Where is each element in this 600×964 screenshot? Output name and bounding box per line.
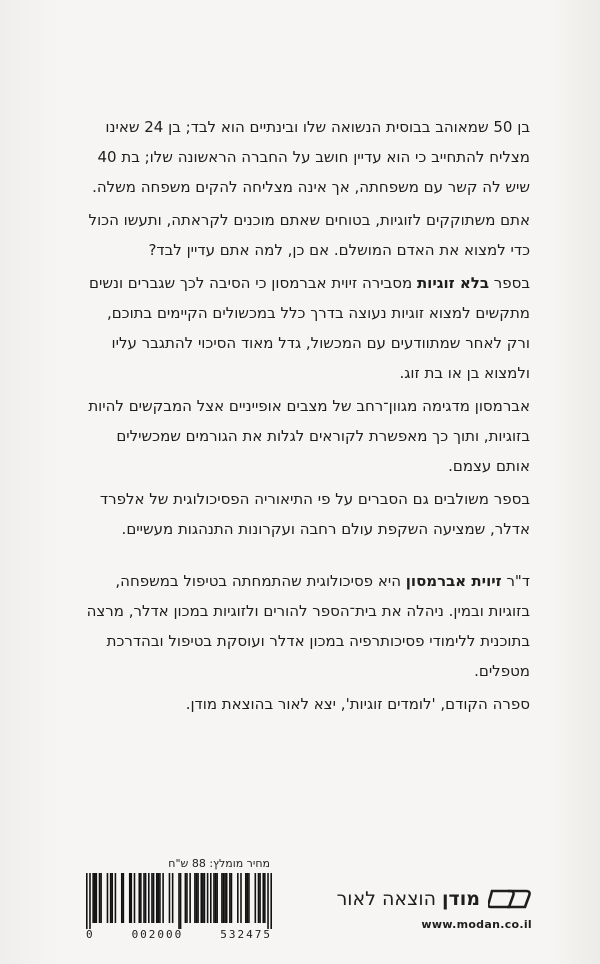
barcode-bar (140, 873, 142, 923)
barcode-bar (186, 873, 188, 923)
barcode-bar (94, 873, 96, 923)
blurb-paragraph-3 (86, 268, 530, 388)
barcode-bar (231, 873, 233, 923)
barcode-bar (123, 873, 125, 923)
barcode-bar (156, 873, 158, 923)
blurb-paragraph-4: אברמסון מדגימה מגוון־רחב של מצבים אופייניים אצל המבקשים להיות בזוגיות, ותוך כך מאפשרת לקוראים לגלות את הגורמים שמכשילים אותם עצמם. (88, 397, 530, 475)
barcode-bar (129, 873, 131, 923)
blurb-paragraph-2: אתם משתוקקים לזוגיות, בטוחים שאתם מוכנים לקראתה, ותעשו הכול כדי למצוא את האדם המושלם. אם כן, למה אתם עדיין לבד? (88, 211, 530, 259)
blurb-p3-rest: מסבירה זיוית אברמסון כי הסיבה לכך שגברים ונשים מתקשים למצוא זוגיות נעוצה בדרך כלל במכשולים הקיימים בתוכם, ורק לאחר שמתוודעים עם המכשול, גדל מאוד הסיכוי להתגבר עליו ולמצוא בן או בת זוג. (89, 274, 530, 382)
barcode-bar (89, 873, 91, 929)
previous-book: ספרה הקודם, 'לומדים זוגיות', יצא לאור בהוצאת מודן. (185, 695, 530, 713)
barcode-bar (111, 873, 113, 923)
barcode-bar (210, 873, 212, 923)
barcode-bar (245, 873, 247, 923)
barcode-bar (92, 873, 94, 923)
barcode-bar (270, 873, 272, 929)
barcode-bar (134, 873, 136, 923)
barcode-bar (216, 873, 218, 923)
barcode-bar (110, 873, 112, 923)
barcode-digit-group: 532475 (220, 928, 272, 941)
barcode-bar (143, 873, 145, 923)
barcode-bar (189, 873, 191, 923)
publisher-name-bold: מודן (442, 888, 480, 910)
barcode-bar (259, 873, 261, 923)
barcode-bar (153, 873, 155, 923)
publisher-website: www.modan.co.il (421, 918, 532, 931)
barcode-bar (158, 873, 160, 923)
barcode-bar (229, 873, 231, 923)
barcode-bar (169, 873, 171, 923)
barcode-bar (121, 873, 123, 923)
barcode-bar (148, 873, 150, 923)
barcode-bar (204, 873, 206, 923)
blurb-text (86, 112, 530, 722)
author-bio (86, 566, 530, 686)
barcode (86, 873, 272, 929)
barcode-bar (185, 873, 187, 923)
barcode-bar (267, 873, 269, 929)
price-label: מחיר מומלץ: 88 ש"ח (168, 857, 270, 870)
barcode-bar (258, 873, 260, 923)
barcode-digits (86, 928, 272, 941)
barcode-bar (247, 873, 249, 923)
barcode-bar (221, 873, 223, 923)
barcode-bar (162, 873, 164, 923)
barcode-bar (172, 873, 174, 923)
barcode-bar (196, 873, 198, 923)
barcode-bar (86, 873, 88, 929)
blurb-paragraph-5: בספר משולבים גם הסברים על פי התיאוריה הפסיכולוגית של אלפרד אדלר, שמציעה השקפת עולם רחבה ועקרונות התנהגות מעשיים. (99, 490, 530, 538)
barcode-bar (223, 873, 225, 923)
barcode-bar (207, 873, 209, 923)
blurb-paragraph-1: בן 50 שמאוהב בבוסית הנשואה שלו ובינתיים הוא לבד; בן 24 שאינו מצליח להתחייב כי הוא עדיין חושב על החברה הראשונה שלו; בת 40 שיש לה קשר עם משפחתה, אך אינה מצליחה להקים משפחה משלה. (92, 118, 530, 196)
barcode-bar (264, 873, 266, 923)
barcode-bar (248, 873, 250, 923)
publisher-name-rest: הוצאה לאור (336, 888, 443, 910)
barcode-bar (178, 873, 180, 929)
author-title: ד"ר (501, 572, 530, 590)
barcode-bar (213, 873, 215, 923)
barcode-bar (194, 873, 196, 923)
barcode-bar (151, 873, 153, 923)
barcode-bar (100, 873, 102, 923)
barcode-digit-group: 0 (86, 928, 95, 941)
barcode-bar (180, 873, 182, 929)
barcode-bar (202, 873, 204, 923)
barcode-bar (115, 873, 117, 923)
book-title: בלא זוגיות (416, 274, 489, 292)
publisher-name (337, 888, 480, 910)
barcode-bar (99, 873, 101, 923)
barcode-bar (107, 873, 109, 923)
barcode-bar (226, 873, 228, 923)
barcode-bar (237, 873, 239, 923)
barcode-bar (215, 873, 217, 923)
barcode-bar (96, 873, 98, 923)
author-bio-text: היא פסיכולוגית שהתמחתה בטיפול במשפחה, בזוגיות ובמין. ניהלה את בית־הספר להורים ולזוגיות במכון אדלר, מרצה בתוכנית ללימודי פסיכותרפיה במכון אדלר ועוסקת בטיפול ובהדרכת מטפלים. (86, 572, 530, 680)
barcode-bar (262, 873, 264, 923)
barcode-digit-group: 002000 (131, 928, 184, 941)
barcode-bar (240, 873, 242, 923)
author-name: זיוית אברמסון (405, 572, 502, 590)
barcode-bar (224, 873, 226, 923)
barcode-bar (145, 873, 147, 923)
barcode-bar (197, 873, 199, 923)
publisher-logo-icon (488, 886, 532, 912)
blurb-p3-prefix: בספר (488, 274, 530, 292)
barcode-bar (255, 873, 257, 923)
barcode-bar (200, 873, 202, 923)
publisher-imprint (322, 884, 532, 914)
barcode-bar (138, 873, 140, 923)
barcode-bar (159, 873, 161, 923)
barcode-bar (131, 873, 133, 923)
